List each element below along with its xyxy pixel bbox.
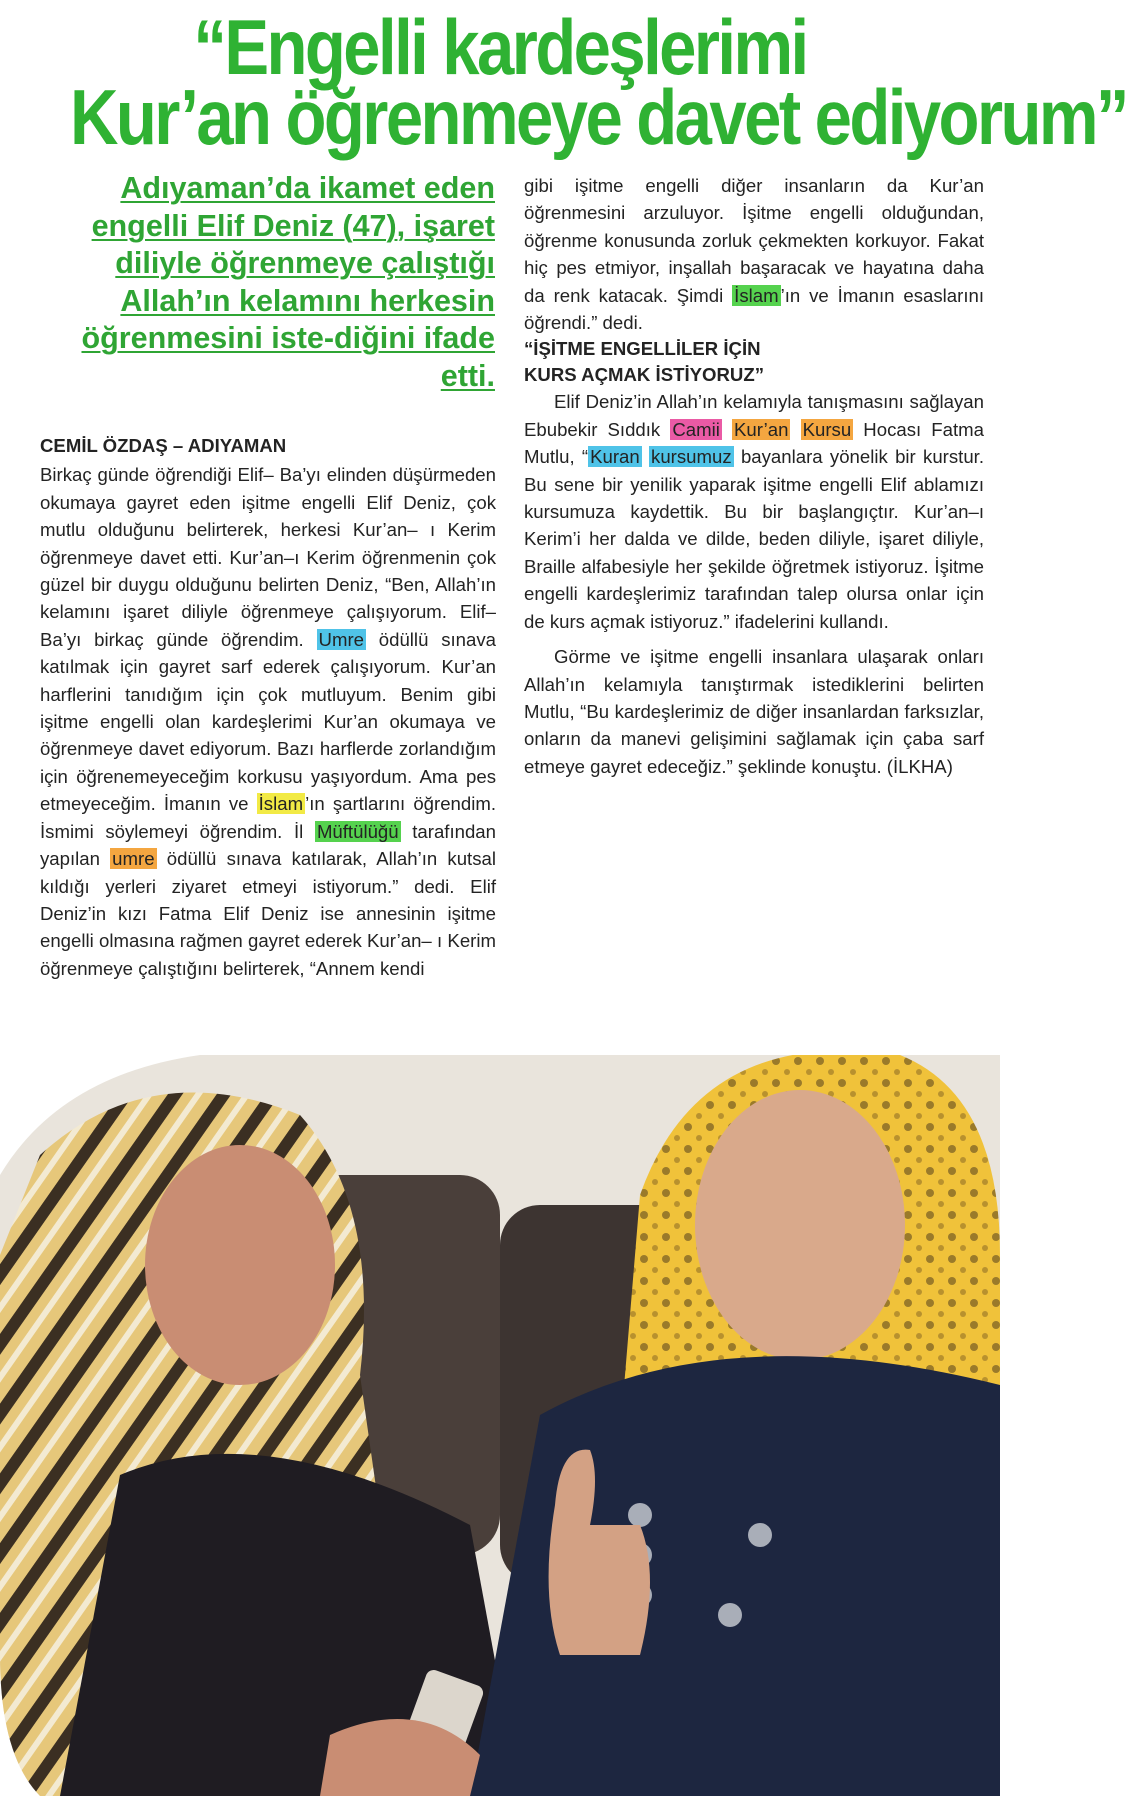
- text-run: ödüllü sınava katılarak, Allah’ın kutsal kıldığı yerleri ziyaret etmeyi istiyorum.” dedi. Elif Deniz’in kızı Fatma Elif Deniz ise annesinin işitme engelli olmasına rağmen gayret ederek Kur’an– ı Kerim öğrenmeye çalıştığını belirterek, “Annem kendi: [40, 848, 496, 979]
- coat-button: [718, 1603, 742, 1627]
- left-column: [40, 432, 496, 982]
- text-run: [790, 419, 800, 440]
- text-run: Hocası Fatma Mutlu, “: [524, 418, 984, 468]
- text-run: gibi işitme engelli diğer insanların da Kur’an öğrenmesini arzuluyor. İşitme engelli olduğundan, öğrenme konusunda zorluk çekmekten korkuyor. Fakat hiç pes etmiyor, inşallah başaracak ve hayatına daha da renk katacak. Şimdi: [524, 175, 984, 306]
- text-run: Birkaç günde öğrendiği Elif– Ba’yı elinden düşürmeden okumaya gayret eden işitme engelli Elif Deniz, çok mutlu olduğunu belirterek, herkesi Kur’an– ı Kerim öğrenmeye davet etti. Kur’an–ı Kerim öğrenmenin çok güzel bir duygu olduğunu belirten Deniz, “Ben, Allah’ın kelamını işaret diliyle öğrenmeye çalışıyorum. Elif– Ba’yı birkaç günde öğrendim.: [40, 464, 496, 650]
- highlight-kursu: Kursu: [802, 418, 852, 440]
- text-run: ’ın şartlarını öğrendim. İsmimi söylemeyi öğrendim. İl: [40, 793, 497, 842]
- headline-line-2: Kur’an öğrenmeye davet ediyorum”: [70, 73, 1127, 161]
- right-paragraph-2: [524, 388, 984, 635]
- text-run: tarafından yapılan: [40, 820, 496, 870]
- section-heading: [524, 336, 984, 388]
- text-run: Elif Deniz’in Allah’ın kelamıyla tanışmasını sağlayan Ebubekir Sıddık: [524, 391, 984, 440]
- coat-button: [628, 1503, 652, 1527]
- highlight-kuran-2: Kuran: [590, 446, 640, 468]
- section-heading-line-1: “İŞİTME ENGELLİLER İÇİN: [524, 338, 761, 360]
- text-run: ’ın ve İmanın esaslarını öğrendi.” dedi.: [524, 284, 984, 334]
- news-photo: [0, 1055, 1000, 1796]
- byline: CEMİL ÖZDAŞ – ADIYAMAN: [40, 435, 287, 456]
- highlight-kuran: Kur’an: [734, 418, 789, 440]
- highlight-muftulugu: Müftülüğü: [316, 820, 399, 842]
- text-run: ödüllü sınava katılmak için gayret sarf ederek çalışıyorum. Kur’an harflerini tanıdığım için çok mutluyum. Benim gibi işitme engelli olan kardeşlerimi Kur’an okumaya ve öğrenmeye davet ediyorum. Bazı harflerde zorlandığım için öğrenemeyeceğim korkusu yaşıyordum. Ama pes etmeyeceğim. İmanın ve: [40, 628, 496, 815]
- highlight-camii: Camii: [672, 418, 720, 440]
- right-paragraph-1: [524, 172, 984, 336]
- left-woman-face: [145, 1145, 335, 1385]
- headline-line-1: “Engelli kardeşlerimi: [193, 3, 807, 91]
- text-run: bayanlara yönelik bir kurstur. Bu sene bir yenilik yaparak işitme engelli Elif ablamızı kursumuza kaydettik. Bu bir başlangıçtır. Kur’an–ı Kerim’i her dalda ve dilde, beden diliyle, işaret diliyle, Braille alfabesiyle her şekilde öğretmek istiyoruz. İşitme engelli kardeşlerimiz tarafından talep olursa onlar için de kurs açmak istiyoruz.” ifadelerini kullandı.: [524, 446, 984, 632]
- left-paragraph: [40, 461, 496, 982]
- coat-button: [748, 1523, 772, 1547]
- subheadline: Adıyaman’da ikamet eden engelli Elif Deniz (47), işaret diliyle öğrenmeye çalıştığı Allah’ın kelamını herkesin öğrenmesini iste-diğini ifade etti.: [81, 171, 495, 393]
- text-run: [722, 419, 732, 440]
- section-heading-line-2: KURS AÇMAK İSTİYORUZ”: [524, 364, 764, 386]
- highlight-islam-2: İslam: [734, 284, 779, 306]
- highlight-umre-2: umre: [112, 848, 155, 870]
- right-paragraph-3: Görme ve işitme engelli insanlara ulaşarak onları Allah’ın kelamıyla tanıştırmak istediklerini belirten Mutlu, “Bu kardeşlerimiz de diğer insanlardan farksızlar, onların da manevi gelişimini sağlamak için çaba sarf etmeye gayret edeceğiz.” şeklinde konuştu. (İLKHA): [524, 646, 984, 777]
- highlight-islam: İslam: [258, 793, 304, 815]
- highlight-kursumuz: kursumuz: [651, 446, 732, 468]
- right-column: [524, 172, 984, 780]
- highlight-umre: Umre: [318, 628, 364, 650]
- headline: [70, 3, 1127, 161]
- right-woman-face: [695, 1090, 905, 1360]
- text-run: [642, 446, 649, 467]
